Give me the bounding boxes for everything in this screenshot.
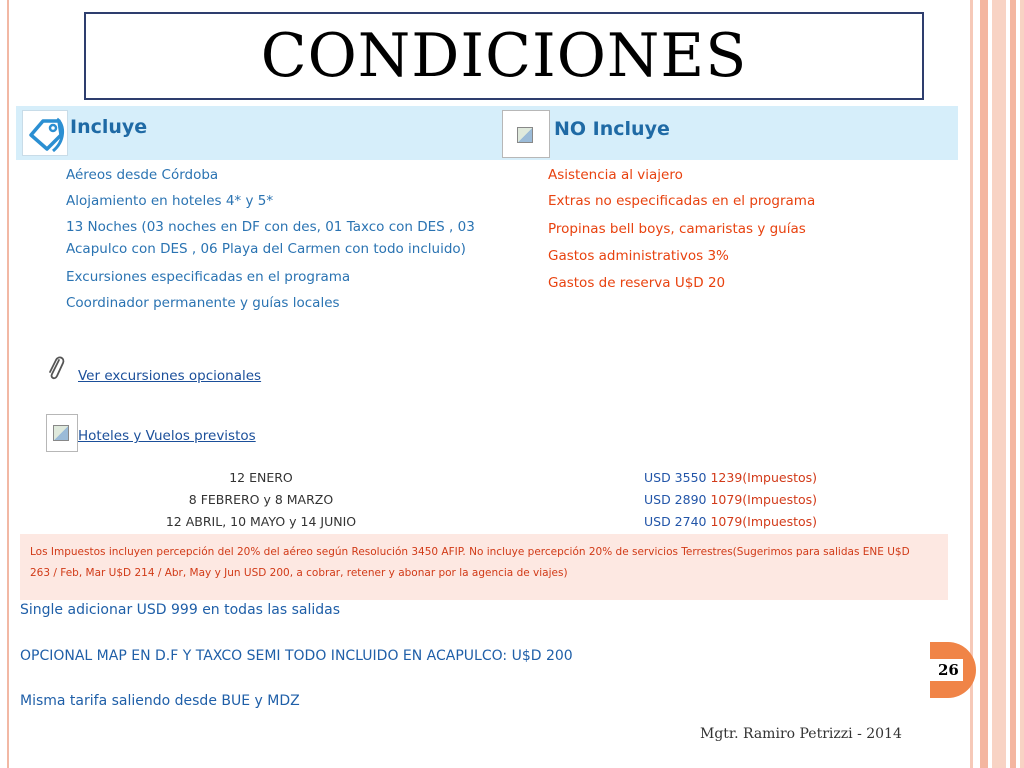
title-box <box>84 12 924 100</box>
ver-excursiones-link[interactable]: Ver excursiones opcionales <box>78 368 262 384</box>
departure-date: 12 ABRIL, 10 MAYO y 14 JUNIO <box>165 514 357 529</box>
header-band <box>16 106 958 160</box>
list-item: Gastos administrativos 3% <box>548 248 729 264</box>
list-item: Acapulco con DES , 06 Playa del Carmen con todo incluido) <box>66 241 466 257</box>
extra-line: Misma tarifa saliendo desde BUE y MDZ <box>20 693 300 709</box>
list-item: 13 Noches (03 noches en DF con des, 01 Taxco con DES , 03 <box>66 219 475 235</box>
tag-icon <box>22 110 68 156</box>
list-item: Coordinador permanente y guías locales <box>66 295 340 311</box>
price-usd: USD 2740 <box>644 514 707 529</box>
list-item: Excursiones especificadas en el programa <box>66 269 351 285</box>
incluye-heading: Incluye <box>70 116 148 138</box>
page-title: CONDICIONES <box>260 21 748 91</box>
broken-image-icon <box>502 110 550 158</box>
tax-note <box>20 534 948 600</box>
footer-author: Mgtr. Ramiro Petrizzi - 2014 <box>700 726 902 742</box>
price-tax: 1239(Impuestos) <box>710 470 818 485</box>
list-item: Propinas bell boys, camaristas y guías <box>548 221 806 237</box>
list-item: Aéreos desde Córdoba <box>66 167 219 183</box>
decorative-stripes <box>970 0 1024 768</box>
price-tax: 1079(Impuestos) <box>710 492 818 507</box>
left-border-line <box>7 0 9 768</box>
tax-note-line: Los Impuestos incluyen percepción del 20% del aéreo según Resolución 3450 AFIP. No incluye percepción 20% de servicios Terrestres(Sugerimos para salidas ENE U$D <box>30 546 910 558</box>
incluye-list <box>66 162 475 316</box>
departure-prices <box>644 467 844 533</box>
paperclip-icon <box>46 354 66 382</box>
price-usd: USD 3550 <box>644 470 707 485</box>
list-item: Gastos de reserva U$D 20 <box>548 275 726 291</box>
departure-dates <box>146 467 376 533</box>
extra-line: Single adicionar USD 999 en todas las salidas <box>20 602 341 618</box>
list-item: Asistencia al viajero <box>548 167 683 183</box>
hoteles-vuelos-link[interactable]: Hoteles y Vuelos previstos <box>78 428 256 444</box>
no-incluye-list <box>548 162 815 296</box>
price-usd: USD 2890 <box>644 492 707 507</box>
price-tax: 1079(Impuestos) <box>710 514 818 529</box>
departure-date: 8 FEBRERO y 8 MARZO <box>188 492 334 507</box>
tax-note-line: 263 / Feb, Mar U$D 214 / Abr, May y Jun USD 200, a cobrar, retener y abonar por la agencia de viajes) <box>30 567 568 579</box>
departure-date: 12 ENERO <box>229 470 293 485</box>
conditions-content <box>16 106 958 716</box>
list-item: Extras no especificadas en el programa <box>548 193 816 209</box>
no-incluye-heading: NO Incluye <box>554 118 670 140</box>
extra-line: OPCIONAL MAP EN D.F Y TAXCO SEMI TODO INCLUIDO EN ACAPULCO: U$D 200 <box>20 648 573 664</box>
page-number: 26 <box>930 659 963 681</box>
list-item: Alojamiento en hoteles 4* y 5* <box>66 193 274 209</box>
broken-image-icon <box>46 414 78 452</box>
